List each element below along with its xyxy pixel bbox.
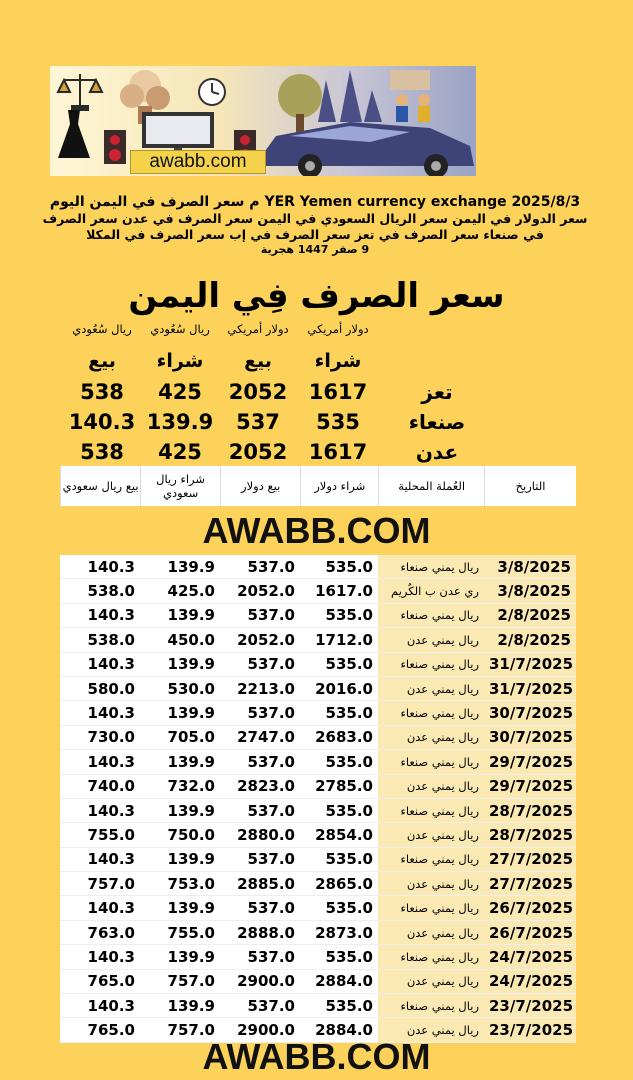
summary-value: 139.9 <box>146 410 214 434</box>
summary-value: 140.3 <box>68 410 136 434</box>
buy-sar-cell: 139.9 <box>140 994 220 1018</box>
buy-sar-cell: 530.0 <box>140 676 220 700</box>
date-cell: 29/7/2025 <box>484 774 576 798</box>
car-icon <box>260 122 474 176</box>
date-cell: 26/7/2025 <box>484 920 576 944</box>
date-cell: 27/7/2025 <box>484 872 576 896</box>
sell-sar-cell: 538.0 <box>60 628 140 652</box>
sell-sar-cell: 140.3 <box>60 555 140 579</box>
currency-cell: ريال يمني صنعاء <box>378 555 484 579</box>
column-header-sell-usd: بيع دولار <box>220 466 300 506</box>
currency-cell: ريال يمني صنعاء <box>378 896 484 920</box>
buy-usd-cell: 535.0 <box>300 896 378 920</box>
buy-usd-cell: 535.0 <box>300 603 378 627</box>
buy-sar-cell: 139.9 <box>140 847 220 871</box>
sell-sar-cell: 765.0 <box>60 1018 140 1042</box>
summary-subheader: شراء <box>314 350 362 372</box>
summary-value: 1617 <box>308 440 368 464</box>
sell-usd-cell: 537.0 <box>220 798 300 822</box>
currency-cell: ريال يمني عدن <box>378 872 484 896</box>
buy-usd-cell: 2884.0 <box>300 1018 378 1042</box>
summary-value: 537 <box>236 410 280 434</box>
sell-usd-cell: 537.0 <box>220 701 300 725</box>
sell-usd-cell: 537.0 <box>220 994 300 1018</box>
currency-cell: ري عدن ب الكُريم <box>378 579 484 603</box>
currency-cell: ريال يمني عدن <box>378 920 484 944</box>
monitor-icon <box>142 112 214 154</box>
column-header-sell-sar: بيع ريال سعودي <box>60 466 140 506</box>
summary-subheader: شراء <box>156 350 204 372</box>
sell-sar-cell: 755.0 <box>60 823 140 847</box>
banner-site-label: awabb.com <box>130 150 266 174</box>
hijri-date: 9 صفر 1447 هجرية <box>260 243 370 256</box>
column-header-currency: العُملة المحلية <box>378 466 484 506</box>
buy-sar-cell: 139.9 <box>140 798 220 822</box>
sell-usd-cell: 2900.0 <box>220 1018 300 1042</box>
sell-sar-cell: 140.3 <box>60 847 140 871</box>
history-body <box>60 555 576 1042</box>
table-row <box>60 701 576 725</box>
table-row <box>60 896 576 920</box>
sell-usd-cell: 537.0 <box>220 896 300 920</box>
table-row <box>60 555 576 579</box>
sell-sar-cell: 140.3 <box>60 750 140 774</box>
currency-cell: ريال يمني عدن <box>378 676 484 700</box>
sell-usd-cell: 537.0 <box>220 603 300 627</box>
buy-usd-cell: 2865.0 <box>300 872 378 896</box>
table-row <box>60 969 576 993</box>
sell-sar-cell: 730.0 <box>60 725 140 749</box>
sell-sar-cell: 140.3 <box>60 896 140 920</box>
history-header <box>60 466 576 506</box>
buy-sar-cell: 139.9 <box>140 555 220 579</box>
summary-subheader-row <box>62 350 482 380</box>
date-cell: 23/7/2025 <box>484 994 576 1018</box>
sell-sar-cell: 140.3 <box>60 701 140 725</box>
buy-sar-cell: 139.9 <box>140 701 220 725</box>
currency-cell: ريال يمني صنعاء <box>378 798 484 822</box>
sell-sar-cell: 140.3 <box>60 994 140 1018</box>
currency-cell: ريال يمني صنعاء <box>378 945 484 969</box>
watermark-top: AWABB.COM <box>202 510 431 551</box>
currency-cell: ريال يمني عدن <box>378 774 484 798</box>
table-row <box>60 725 576 749</box>
table-row <box>60 945 576 969</box>
currency-cell: ريال يمني صنعاء <box>378 603 484 627</box>
summary-row-taiz <box>62 380 482 410</box>
buy-usd-cell: 2016.0 <box>300 676 378 700</box>
table-row <box>60 628 576 652</box>
buy-sar-cell: 757.0 <box>140 1018 220 1042</box>
currency-cell: ريال يمني صنعاء <box>378 750 484 774</box>
date-cell: 29/7/2025 <box>484 750 576 774</box>
table-row <box>60 847 576 871</box>
sell-usd-cell: 537.0 <box>220 555 300 579</box>
summary-value: 538 <box>80 440 124 464</box>
table-row <box>60 872 576 896</box>
currency-cell: ريال يمني عدن <box>378 1018 484 1042</box>
buy-sar-cell: 425.0 <box>140 579 220 603</box>
table-row <box>60 750 576 774</box>
date-cell: 26/7/2025 <box>484 896 576 920</box>
date-cell: 28/7/2025 <box>484 823 576 847</box>
buy-sar-cell: 139.9 <box>140 896 220 920</box>
table-row <box>60 994 576 1018</box>
sell-sar-cell: 538.0 <box>60 579 140 603</box>
summary-value: 2052 <box>228 440 288 464</box>
buy-sar-cell: 705.0 <box>140 725 220 749</box>
buy-sar-cell: 753.0 <box>140 872 220 896</box>
sell-usd-cell: 2880.0 <box>220 823 300 847</box>
sell-usd-cell: 2052.0 <box>220 628 300 652</box>
sell-usd-cell: 2823.0 <box>220 774 300 798</box>
summary-value: 1617 <box>308 380 368 404</box>
buy-usd-cell: 535.0 <box>300 994 378 1018</box>
buy-usd-cell: 535.0 <box>300 555 378 579</box>
date-cell: 27/7/2025 <box>484 847 576 871</box>
page-title: سعر الصرف فِي اليمن <box>128 276 505 316</box>
buy-sar-cell: 757.0 <box>140 969 220 993</box>
buy-usd-cell: 535.0 <box>300 847 378 871</box>
table-row <box>60 652 576 676</box>
buildings-icon <box>318 70 382 122</box>
summary-row-sanaa <box>62 410 482 440</box>
date-cell: 31/7/2025 <box>484 652 576 676</box>
date-cell: 3/8/2025 <box>484 579 576 603</box>
table-row <box>60 774 576 798</box>
date-cell: 2/8/2025 <box>484 628 576 652</box>
sell-sar-cell: 140.3 <box>60 945 140 969</box>
summary-value: 535 <box>316 410 360 434</box>
header-banner <box>50 66 476 176</box>
date-cell: 24/7/2025 <box>484 945 576 969</box>
buy-sar-cell: 732.0 <box>140 774 220 798</box>
sell-usd-cell: 2900.0 <box>220 969 300 993</box>
scales-icon <box>58 74 102 110</box>
sell-sar-cell: 757.0 <box>60 872 140 896</box>
people-icon <box>390 70 430 122</box>
currency-cell: ريال يمني عدن <box>378 628 484 652</box>
history-table <box>60 555 576 1043</box>
table-row <box>60 798 576 822</box>
summary-subheader: بيع <box>88 350 116 372</box>
currency-cell: ريال يمني صنعاء <box>378 994 484 1018</box>
buy-usd-cell: 2683.0 <box>300 725 378 749</box>
sell-usd-cell: 537.0 <box>220 652 300 676</box>
buy-sar-cell: 450.0 <box>140 628 220 652</box>
buy-usd-cell: 535.0 <box>300 945 378 969</box>
buy-usd-cell: 2785.0 <box>300 774 378 798</box>
sell-sar-cell: 763.0 <box>60 920 140 944</box>
date-cell: 30/7/2025 <box>484 701 576 725</box>
buy-usd-cell: 535.0 <box>300 652 378 676</box>
sell-usd-cell: 2052.0 <box>220 579 300 603</box>
sell-sar-cell: 140.3 <box>60 652 140 676</box>
sell-sar-cell: 740.0 <box>60 774 140 798</box>
sell-usd-cell: 537.0 <box>220 847 300 871</box>
clock-icon <box>199 79 225 105</box>
currency-cell: ريال يمني صنعاء <box>378 652 484 676</box>
currency-cell: ريال يمني عدن <box>378 725 484 749</box>
table-row <box>60 676 576 700</box>
date-cell: 2/8/2025 <box>484 603 576 627</box>
date-cell: 28/7/2025 <box>484 798 576 822</box>
sell-usd-cell: 2888.0 <box>220 920 300 944</box>
buy-usd-cell: 2854.0 <box>300 823 378 847</box>
date-cell: 24/7/2025 <box>484 969 576 993</box>
buy-usd-cell: 535.0 <box>300 750 378 774</box>
summary-city: عدن <box>415 440 459 464</box>
summary-value: 425 <box>158 440 202 464</box>
summary-header: دولار أمريكي <box>227 322 289 336</box>
intro-line-3: في صنعاء سعر الصرف في تعز سعر الصرف في إب سعر الصرف في المكلا <box>86 226 544 242</box>
buy-sar-cell: 755.0 <box>140 920 220 944</box>
sell-usd-cell: 2213.0 <box>220 676 300 700</box>
summary-value: 425 <box>158 380 202 404</box>
buy-sar-cell: 139.9 <box>140 603 220 627</box>
buy-usd-cell: 535.0 <box>300 798 378 822</box>
sell-sar-cell: 580.0 <box>60 676 140 700</box>
table-row <box>60 579 576 603</box>
buy-usd-cell: 1712.0 <box>300 628 378 652</box>
buy-sar-cell: 750.0 <box>140 823 220 847</box>
sell-sar-cell: 140.3 <box>60 798 140 822</box>
summary-subheader: بيع <box>244 350 272 372</box>
sell-sar-cell: 765.0 <box>60 969 140 993</box>
intro-line-1: YER Yemen currency exchange 2025/8/3 م سعر الصرف في اليمن اليوم <box>49 194 581 210</box>
date-cell: 30/7/2025 <box>484 725 576 749</box>
summary-city: تعز <box>421 380 453 404</box>
buy-usd-cell: 535.0 <box>300 701 378 725</box>
summary-header: ريال سُعُودي <box>150 322 210 336</box>
buy-usd-cell: 2873.0 <box>300 920 378 944</box>
date-cell: 31/7/2025 <box>484 676 576 700</box>
column-header-buy-usd: شراء دولار <box>300 466 378 506</box>
sell-usd-cell: 2885.0 <box>220 872 300 896</box>
table-row <box>60 603 576 627</box>
buy-usd-cell: 1617.0 <box>300 579 378 603</box>
table-row <box>60 823 576 847</box>
sell-usd-cell: 537.0 <box>220 750 300 774</box>
buy-sar-cell: 139.9 <box>140 945 220 969</box>
watermark-bottom: AWABB.COM <box>202 1036 431 1077</box>
currency-cell: ريال يمني عدن <box>378 823 484 847</box>
currency-cell: ريال يمني صنعاء <box>378 701 484 725</box>
buy-usd-cell: 2884.0 <box>300 969 378 993</box>
summary-value: 538 <box>80 380 124 404</box>
sell-usd-cell: 537.0 <box>220 945 300 969</box>
table-row <box>60 920 576 944</box>
date-cell: 23/7/2025 <box>484 1018 576 1042</box>
summary-city: صنعاء <box>408 410 466 434</box>
buy-sar-cell: 139.9 <box>140 652 220 676</box>
intro-line-2: سعر الدولار في اليمن سعر الريال السعودي في اليمن سعر الصرف في عدن سعر الصرف <box>42 211 588 226</box>
currency-cell: ريال يمني عدن <box>378 969 484 993</box>
summary-header: دولار أمريكي <box>307 322 369 336</box>
dress-icon <box>58 110 90 158</box>
summary-header-row <box>62 320 482 350</box>
column-header-date: التاريخ <box>484 466 576 506</box>
sell-sar-cell: 140.3 <box>60 603 140 627</box>
buy-sar-cell: 139.9 <box>140 750 220 774</box>
date-cell: 3/8/2025 <box>484 555 576 579</box>
summary-header: ريال سُعُودي <box>72 322 132 336</box>
column-header-buy-sar: شراء ريال سعودي <box>140 466 220 506</box>
currency-cell: ريال يمني صنعاء <box>378 847 484 871</box>
summary-value: 2052 <box>228 380 288 404</box>
intro-text <box>40 194 590 258</box>
sell-usd-cell: 2747.0 <box>220 725 300 749</box>
summary-rates <box>62 320 482 470</box>
